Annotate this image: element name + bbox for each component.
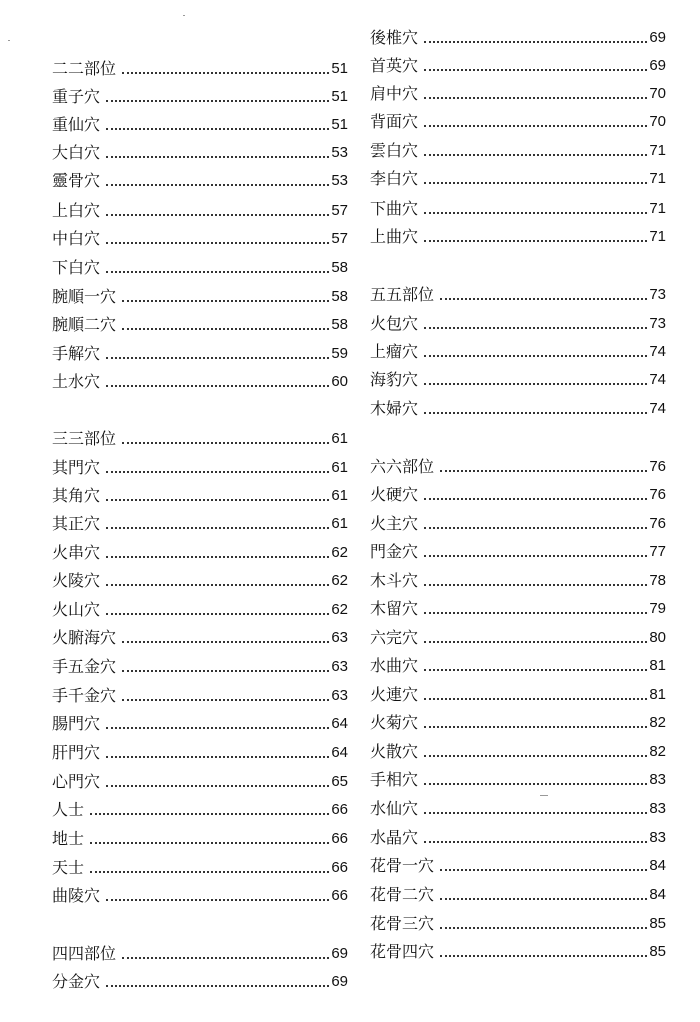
scan-speck (183, 15, 185, 16)
toc-entry-label: 土水穴 (52, 372, 101, 391)
toc-entry (370, 310, 666, 338)
toc-entry-page-number: 63 (331, 687, 348, 704)
toc-entry-page-number: 65 (331, 773, 348, 790)
dot-leader (106, 184, 329, 186)
toc-entry-page-number: 53 (331, 172, 348, 189)
toc-entry-label: 腕順二穴 (52, 315, 117, 334)
toc-entry-label: 首英穴 (370, 56, 419, 75)
toc-entry-label: 心門穴 (52, 772, 101, 791)
toc-entry-label: 六六部位 (370, 457, 435, 476)
toc-entry (52, 510, 348, 538)
dot-leader (424, 212, 647, 214)
dot-leader (106, 613, 329, 615)
dot-leader (424, 841, 647, 843)
toc-entry-page-number: 61 (331, 515, 348, 532)
toc-entry-label: 六完穴 (370, 628, 419, 647)
toc-entry-page-number: 57 (331, 230, 348, 247)
dot-leader (424, 412, 647, 414)
toc-entry-page-number: 83 (649, 771, 666, 788)
dot-leader (424, 612, 647, 614)
toc-entry-page-number: 79 (649, 600, 666, 617)
dot-leader (122, 670, 329, 672)
dot-leader (122, 328, 329, 330)
dot-leader (122, 300, 329, 302)
toc-entry-page-number: 73 (649, 286, 666, 303)
scan-speck (540, 795, 548, 796)
dot-leader (424, 327, 647, 329)
toc-entry-label: 地士 (52, 829, 85, 848)
toc-entry (370, 652, 666, 680)
toc-entry-page-number: 66 (331, 801, 348, 818)
toc-entry (52, 283, 348, 311)
toc-entry-label: 下白穴 (52, 258, 101, 277)
toc-entry-label: 腕順一穴 (52, 287, 117, 306)
toc-entry-page-number: 71 (649, 228, 666, 245)
dot-leader (122, 699, 329, 701)
toc-entry-page-number: 60 (331, 373, 348, 390)
toc-entry (370, 938, 666, 966)
dot-leader (106, 727, 329, 729)
dot-leader (122, 957, 329, 959)
toc-entry-label: 腸門穴 (52, 714, 101, 733)
toc-entry-label: 天士 (52, 858, 85, 877)
dot-leader (424, 41, 647, 43)
toc-entry (52, 854, 348, 882)
toc-entry-page-number: 82 (649, 714, 666, 731)
toc-entry (370, 165, 666, 193)
toc-entry-label: 花骨一穴 (370, 856, 435, 875)
dot-leader (424, 698, 647, 700)
toc-entry-label: 火連穴 (370, 685, 419, 704)
toc-entry (52, 624, 348, 652)
toc-entry (370, 538, 666, 566)
toc-entry-label: 後椎穴 (370, 28, 419, 47)
toc-entry-label: 上曲穴 (370, 227, 419, 246)
toc-entry (370, 24, 666, 52)
toc-entry-page-number: 51 (331, 60, 348, 77)
toc-entry-label: 其門穴 (52, 458, 101, 477)
toc-entry (52, 796, 348, 824)
toc-entry-label: 曲陵穴 (52, 886, 101, 905)
toc-entry (370, 852, 666, 880)
dot-leader (424, 641, 647, 643)
toc-entry-label: 火陵穴 (52, 571, 101, 590)
toc-entry (52, 83, 348, 111)
toc-entry-page-number: 61 (331, 459, 348, 476)
dot-leader (106, 527, 329, 529)
toc-entry-label: 李白穴 (370, 169, 419, 188)
dot-leader (90, 813, 329, 815)
dot-leader (424, 555, 647, 557)
toc-entry-page-number: 81 (649, 657, 666, 674)
dot-leader (424, 783, 647, 785)
dot-leader (106, 100, 329, 102)
toc-entry (370, 395, 666, 423)
toc-entry-label: 二二部位 (52, 59, 117, 78)
toc-entry (370, 595, 666, 623)
dot-leader (106, 156, 329, 158)
toc-entry-page-number: 82 (649, 743, 666, 760)
toc-entry-page-number: 69 (649, 57, 666, 74)
dot-leader (90, 842, 329, 844)
toc-entry-page-number: 51 (331, 88, 348, 105)
toc-entry-label: 火散穴 (370, 742, 419, 761)
toc-entry-page-number: 64 (331, 744, 348, 761)
toc-entry-page-number: 83 (649, 800, 666, 817)
dot-leader (440, 470, 647, 472)
toc-entry (370, 795, 666, 823)
toc-entry-page-number: 66 (331, 859, 348, 876)
toc-entry-page-number: 58 (331, 288, 348, 305)
dot-leader (106, 556, 329, 558)
dot-leader (424, 69, 647, 71)
toc-entry-page-number: 61 (331, 430, 348, 447)
toc-entry-page-number: 53 (331, 144, 348, 161)
toc-entry-label: 重子穴 (52, 87, 101, 106)
toc-entry (370, 52, 666, 80)
toc-entry-page-number: 74 (649, 371, 666, 388)
dot-leader (106, 899, 329, 901)
dot-leader (440, 955, 647, 957)
toc-entry-page-number: 84 (649, 857, 666, 874)
toc-entry (52, 139, 348, 167)
toc-entry-page-number: 61 (331, 487, 348, 504)
dot-leader (440, 869, 647, 871)
toc-entry-page-number: 66 (331, 830, 348, 847)
toc-entry-label: 三三部位 (52, 429, 117, 448)
dot-leader (440, 898, 647, 900)
toc-entry-page-number: 73 (649, 315, 666, 332)
toc-entry (52, 340, 348, 368)
toc-entry-label: 手相穴 (370, 770, 419, 789)
dot-leader (122, 641, 329, 643)
toc-entry-label: 水仙穴 (370, 799, 419, 818)
toc-entry-label: 靈骨穴 (52, 171, 101, 190)
dot-leader (122, 442, 329, 444)
dot-leader (106, 128, 329, 130)
toc-entry-label: 中白穴 (52, 229, 101, 248)
toc-entry-label: 手千金穴 (52, 686, 117, 705)
toc-entry (52, 968, 348, 996)
toc-entry-page-number: 70 (649, 113, 666, 130)
toc-entry-page-number: 69 (331, 973, 348, 990)
toc-entry (52, 197, 348, 225)
toc-entry-page-number: 51 (331, 116, 348, 133)
toc-entry-label: 手五金穴 (52, 657, 117, 676)
toc-entry-label: 雲白穴 (370, 141, 419, 160)
toc-entry-page-number: 62 (331, 544, 348, 561)
toc-entry-label: 火主穴 (370, 514, 419, 533)
toc-entry (52, 768, 348, 796)
dot-leader (424, 498, 647, 500)
toc-entry-page-number: 80 (649, 629, 666, 646)
toc-entry (52, 425, 348, 453)
toc-entry (52, 710, 348, 738)
toc-entry-page-number: 70 (649, 85, 666, 102)
toc-entry-page-number: 85 (649, 943, 666, 960)
toc-entry (370, 453, 666, 481)
toc-entry-label: 下曲穴 (370, 199, 419, 218)
toc-entry-label: 其角穴 (52, 486, 101, 505)
toc-entry (370, 824, 666, 852)
toc-entry-label: 木婦穴 (370, 399, 419, 418)
toc-entry-label: 大白穴 (52, 143, 101, 162)
dot-leader (106, 385, 329, 387)
toc-entry (370, 510, 666, 538)
toc-entry-page-number: 64 (331, 715, 348, 732)
toc-entry-label: 肝門穴 (52, 743, 101, 762)
toc-entry (52, 167, 348, 195)
toc-entry-label: 上白穴 (52, 201, 101, 220)
toc-entry-page-number: 69 (649, 29, 666, 46)
toc-entry-page-number: 62 (331, 572, 348, 589)
toc-entry (370, 681, 666, 709)
dot-leader (424, 812, 647, 814)
dot-leader (106, 756, 329, 758)
toc-entry (370, 567, 666, 595)
toc-entry-page-number: 63 (331, 629, 348, 646)
toc-entry-label: 火山穴 (52, 600, 101, 619)
toc-entry (52, 940, 348, 968)
toc-entry-page-number: 71 (649, 170, 666, 187)
toc-entry (52, 454, 348, 482)
toc-entry (52, 739, 348, 767)
toc-entry-page-number: 66 (331, 887, 348, 904)
dot-leader (106, 985, 329, 987)
dot-leader (424, 125, 647, 127)
toc-entry (52, 596, 348, 624)
toc-entry-label: 花骨三穴 (370, 914, 435, 933)
toc-entry (52, 825, 348, 853)
toc-entry (52, 55, 348, 83)
toc-entry (52, 653, 348, 681)
toc-entry-page-number: 83 (649, 829, 666, 846)
toc-entry-page-number: 81 (649, 686, 666, 703)
toc-entry (370, 910, 666, 938)
toc-entry (370, 195, 666, 223)
dot-leader (106, 584, 329, 586)
toc-entry-page-number: 62 (331, 601, 348, 618)
toc-entry-page-number: 76 (649, 515, 666, 532)
toc-entry-page-number: 69 (331, 945, 348, 962)
toc-entry (370, 338, 666, 366)
toc-entry-page-number: 58 (331, 259, 348, 276)
toc-entry (370, 738, 666, 766)
toc-entry-page-number: 74 (649, 400, 666, 417)
dot-leader (424, 584, 647, 586)
dot-leader (424, 755, 647, 757)
toc-entry-label: 木斗穴 (370, 571, 419, 590)
dot-leader (106, 357, 329, 359)
toc-entry-label: 五五部位 (370, 285, 435, 304)
dot-leader (424, 726, 647, 728)
toc-entry (52, 539, 348, 567)
scan-speck (8, 40, 10, 41)
toc-entry (52, 254, 348, 282)
toc-entry-page-number: 76 (649, 458, 666, 475)
toc-entry (52, 225, 348, 253)
toc-entry-label: 水晶穴 (370, 828, 419, 847)
dot-leader (424, 355, 647, 357)
toc-entry-label: 火包穴 (370, 314, 419, 333)
dot-leader (424, 527, 647, 529)
toc-entry (52, 482, 348, 510)
toc-entry (370, 709, 666, 737)
toc-entry-label: 花骨二穴 (370, 885, 435, 904)
toc-entry-page-number: 63 (331, 658, 348, 675)
toc-entry-page-number: 71 (649, 200, 666, 217)
toc-entry-page-number: 76 (649, 486, 666, 503)
toc-entry (52, 111, 348, 139)
toc-entry-label: 上瘤穴 (370, 342, 419, 361)
dot-leader (440, 298, 647, 300)
toc-entry (52, 682, 348, 710)
toc-entry-label: 重仙穴 (52, 115, 101, 134)
toc-entry-page-number: 77 (649, 543, 666, 560)
toc-entry-label: 海豹穴 (370, 370, 419, 389)
toc-entry-page-number: 85 (649, 915, 666, 932)
toc-entry-label: 分金穴 (52, 972, 101, 991)
toc-entry-label: 門金穴 (370, 542, 419, 561)
dot-leader (424, 97, 647, 99)
toc-entry-page-number: 57 (331, 202, 348, 219)
toc-entry (370, 108, 666, 136)
dot-leader (122, 72, 329, 74)
toc-entry-label: 木留穴 (370, 599, 419, 618)
dot-leader (106, 271, 329, 273)
toc-entry (52, 368, 348, 396)
dot-leader (106, 242, 329, 244)
toc-entry-label: 火串穴 (52, 543, 101, 562)
toc-entry-page-number: 84 (649, 886, 666, 903)
toc-entry (370, 137, 666, 165)
toc-entry-label: 火腑海穴 (52, 628, 117, 647)
dot-leader (424, 669, 647, 671)
toc-entry-page-number: 74 (649, 343, 666, 360)
dot-leader (106, 471, 329, 473)
dot-leader (424, 240, 647, 242)
dot-leader (424, 383, 647, 385)
toc-entry-page-number: 59 (331, 345, 348, 362)
toc-entry (370, 223, 666, 251)
dot-leader (424, 182, 647, 184)
toc-entry (52, 311, 348, 339)
toc-entry-label: 火菊穴 (370, 713, 419, 732)
dot-leader (106, 499, 329, 501)
toc-entry (370, 366, 666, 394)
toc-entry-page-number: 58 (331, 316, 348, 333)
dot-leader (424, 154, 647, 156)
dot-leader (90, 871, 329, 873)
toc-entry-label: 人士 (52, 800, 85, 819)
dot-leader (440, 927, 647, 929)
toc-entry-label: 其正穴 (52, 514, 101, 533)
toc-entry-label: 手解穴 (52, 344, 101, 363)
toc-entry (370, 766, 666, 794)
toc-entry-label: 四四部位 (52, 944, 117, 963)
toc-entry (370, 80, 666, 108)
toc-entry (370, 281, 666, 309)
toc-entry-page-number: 71 (649, 142, 666, 159)
dot-leader (106, 785, 329, 787)
toc-entry (370, 624, 666, 652)
toc-entry-label: 水曲穴 (370, 656, 419, 675)
toc-entry-label: 肩中穴 (370, 84, 419, 103)
toc-entry (52, 567, 348, 595)
toc-entry (370, 481, 666, 509)
toc-entry-label: 花骨四穴 (370, 942, 435, 961)
toc-entry (52, 882, 348, 910)
toc-entry-page-number: 78 (649, 572, 666, 589)
toc-entry (370, 881, 666, 909)
toc-entry-label: 背面穴 (370, 112, 419, 131)
toc-entry-label: 火硬穴 (370, 485, 419, 504)
dot-leader (106, 214, 329, 216)
